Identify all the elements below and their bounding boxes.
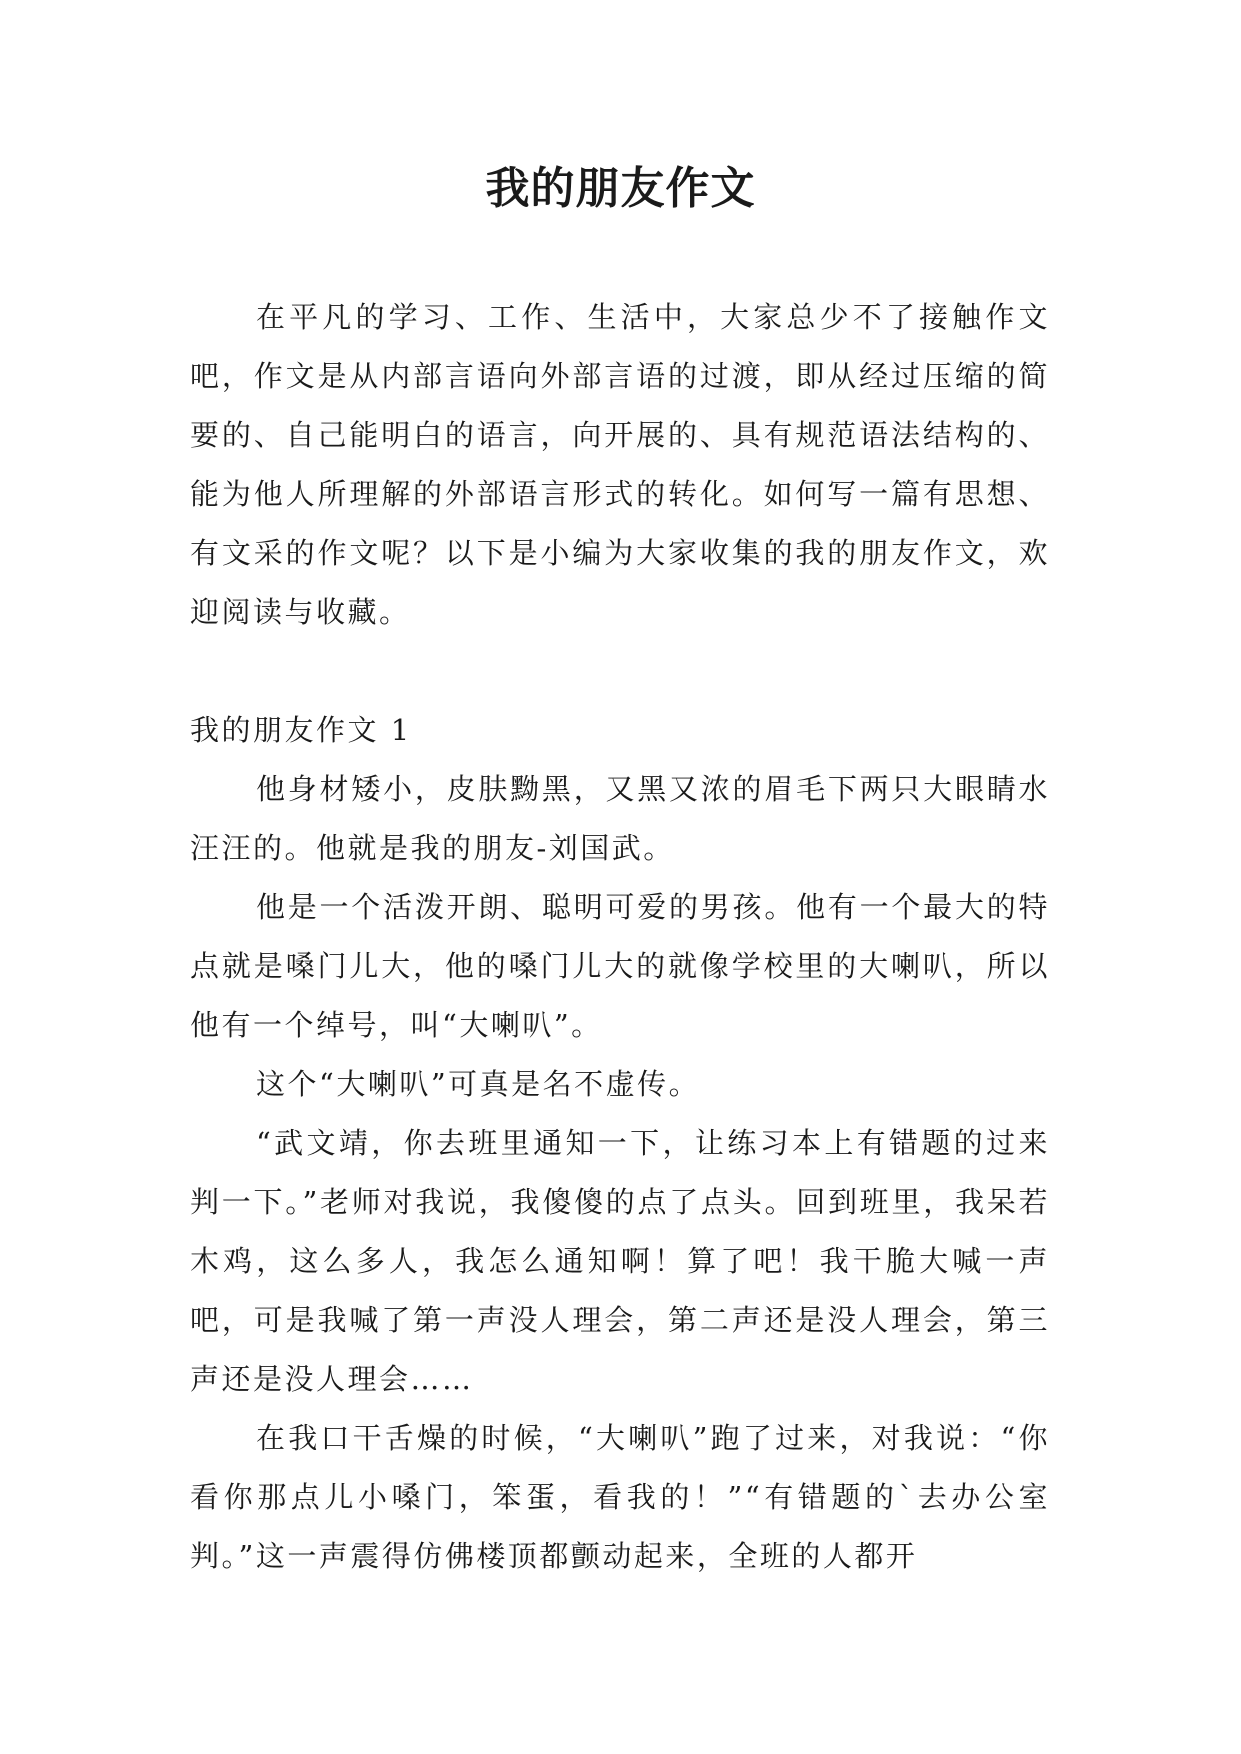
body-paragraph: 这个“大喇叭”可真是名不虚传。 [256,1067,701,1101]
document-title: 我的朋友作文 [485,163,756,214]
intro-paragraph: 在平凡的学习、工作、生活中，大家总少不了接触作文吧，作文是从内部言语向外部言语的过渡，即从经过压缩的简要的、自己能明白的语言，向开展的、具有规范语法结构的、能为他人所理解的外部语言形式的转化。如何写一篇有思想、有文采的作文呢？以下是小编为大家收集的我的朋友作文，欢迎阅读与收藏。 [190,300,1050,629]
body-paragraph: 他是一个活泼开朗、聪明可爱的男孩。他有一个最大的特点就是嗓门儿大，他的嗓门儿大的就像学校里的大喇叭，所以他有一个绰号，叫“大喇叭”。 [190,890,1050,1042]
body-paragraph: “武文靖，你去班里通知一下，让练习本上有错题的过来判一下。”老师对我说，我傻傻的点了点头。回到班里，我呆若木鸡，这么多人，我怎么通知啊！算了吧！我干脆大喊一声吧，可是我喊了第一声没人理会，第二声还是没人理会，第三声还是没人理会…… [190,1126,1050,1396]
body-paragraph: 在我口干舌燥的时候，“大喇叭”跑了过来，对我说：“你看你那点儿小嗓门，笨蛋，看我的！”“有错题的`去办公室判。”这一声震得仿佛楼顶都颤动起来，全班的人都开 [190,1421,1050,1573]
document-body [190,288,1050,1586]
section-heading: 我的朋友作文 1 [190,713,412,747]
body-paragraph: 他身材矮小，皮肤黝黑，又黑又浓的眉毛下两只大眼睛水汪汪的。他就是我的朋友-刘国武。 [190,772,1050,865]
